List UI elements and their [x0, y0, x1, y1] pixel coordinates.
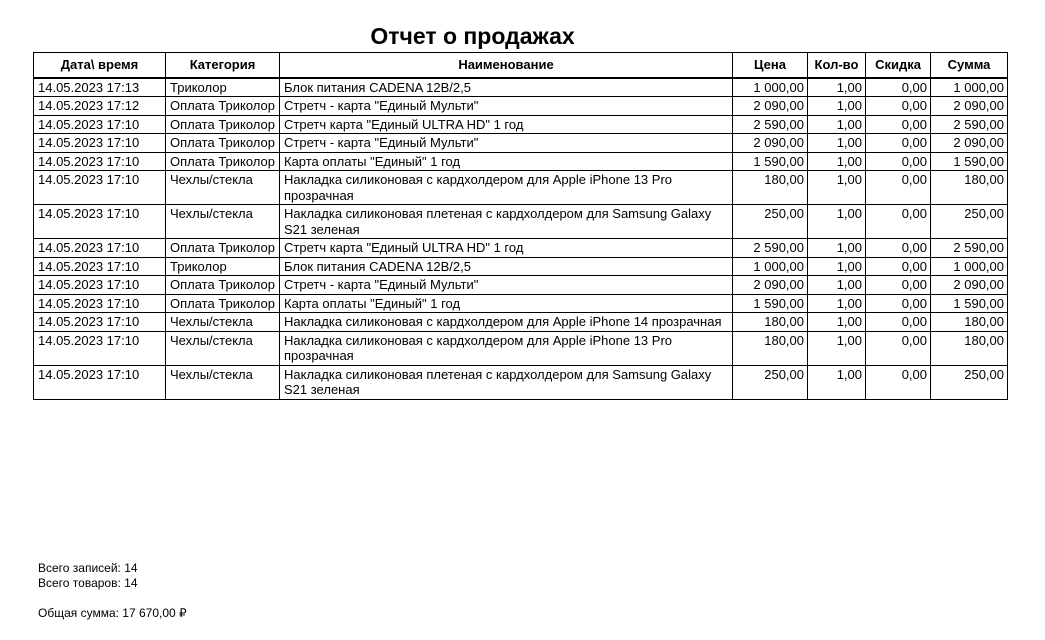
cell-sum: 1 590,00 — [931, 294, 1008, 313]
cell-category: Оплата Триколор — [166, 152, 280, 171]
cell-price: 1 590,00 — [733, 152, 808, 171]
total-records: Всего записей: 14 — [38, 561, 138, 575]
cell-qty: 1,00 — [808, 365, 866, 399]
cell-discount: 0,00 — [866, 134, 931, 153]
col-header-datetime: Дата\ время — [34, 53, 166, 78]
cell-discount: 0,00 — [866, 331, 931, 365]
cell-discount: 0,00 — [866, 365, 931, 399]
cell-name: Карта оплаты "Единый" 1 год — [280, 152, 733, 171]
cell-price: 2 090,00 — [733, 276, 808, 295]
cell-price: 250,00 — [733, 205, 808, 239]
cell-price: 2 590,00 — [733, 239, 808, 258]
cell-datetime: 14.05.2023 17:10 — [34, 257, 166, 276]
col-header-sum: Сумма — [931, 53, 1008, 78]
cell-category: Триколор — [166, 257, 280, 276]
cell-price: 180,00 — [733, 331, 808, 365]
cell-sum: 2 590,00 — [931, 239, 1008, 258]
cell-discount: 0,00 — [866, 276, 931, 295]
cell-discount: 0,00 — [866, 313, 931, 332]
table-row — [34, 365, 1008, 399]
table-row — [34, 97, 1008, 116]
cell-category: Оплата Триколор — [166, 115, 280, 134]
cell-datetime: 14.05.2023 17:10 — [34, 152, 166, 171]
cell-sum: 2 090,00 — [931, 134, 1008, 153]
cell-category: Триколор — [166, 78, 280, 97]
table-row — [34, 205, 1008, 239]
total-sum: Общая сумма: 17 670,00 ₽ — [38, 606, 187, 620]
cell-discount: 0,00 — [866, 239, 931, 258]
cell-qty: 1,00 — [808, 115, 866, 134]
cell-category: Оплата Триколор — [166, 134, 280, 153]
cell-datetime: 14.05.2023 17:12 — [34, 97, 166, 116]
cell-name: Накладка силиконовая плетеная с кардхолдером для Samsung Galaxy S21 зеленая — [280, 365, 733, 399]
cell-category: Оплата Триколор — [166, 276, 280, 295]
table-row — [34, 134, 1008, 153]
cell-qty: 1,00 — [808, 313, 866, 332]
cell-datetime: 14.05.2023 17:10 — [34, 239, 166, 258]
cell-price: 2 090,00 — [733, 134, 808, 153]
cell-datetime: 14.05.2023 17:10 — [34, 134, 166, 153]
cell-name: Карта оплаты "Единый" 1 год — [280, 294, 733, 313]
cell-qty: 1,00 — [808, 78, 866, 97]
table-row — [34, 257, 1008, 276]
table-row — [34, 313, 1008, 332]
cell-name: Накладка силиконовая с кардхолдером для Apple iPhone 13 Pro прозрачная — [280, 331, 733, 365]
cell-category: Оплата Триколор — [166, 97, 280, 116]
cell-datetime: 14.05.2023 17:10 — [34, 331, 166, 365]
cell-discount: 0,00 — [866, 294, 931, 313]
cell-discount: 0,00 — [866, 115, 931, 134]
cell-name: Стретч - карта "Единый Мульти" — [280, 97, 733, 116]
cell-price: 2 090,00 — [733, 97, 808, 116]
cell-price: 1 000,00 — [733, 78, 808, 97]
cell-datetime: 14.05.2023 17:10 — [34, 171, 166, 205]
cell-qty: 1,00 — [808, 257, 866, 276]
table-body — [34, 78, 1008, 400]
cell-discount: 0,00 — [866, 205, 931, 239]
table-row — [34, 331, 1008, 365]
total-items: Всего товаров: 14 — [38, 576, 138, 590]
cell-qty: 1,00 — [808, 171, 866, 205]
cell-qty: 1,00 — [808, 152, 866, 171]
cell-discount: 0,00 — [866, 152, 931, 171]
cell-sum: 180,00 — [931, 171, 1008, 205]
cell-price: 180,00 — [733, 313, 808, 332]
cell-qty: 1,00 — [808, 97, 866, 116]
table-row — [34, 294, 1008, 313]
cell-price: 1 000,00 — [733, 257, 808, 276]
table-row — [34, 239, 1008, 258]
cell-name: Накладка силиконовая плетеная с кардхолдером для Samsung Galaxy S21 зеленая — [280, 205, 733, 239]
table-row — [34, 78, 1008, 97]
col-header-category: Категория — [166, 53, 280, 78]
cell-sum: 1 590,00 — [931, 152, 1008, 171]
cell-sum: 250,00 — [931, 365, 1008, 399]
cell-name: Стретч - карта "Единый Мульти" — [280, 276, 733, 295]
cell-name: Накладка силиконовая с кардхолдером для Apple iPhone 13 Pro прозрачная — [280, 171, 733, 205]
cell-category: Чехлы/стекла — [166, 313, 280, 332]
report-summary — [38, 561, 187, 621]
cell-discount: 0,00 — [866, 97, 931, 116]
cell-qty: 1,00 — [808, 294, 866, 313]
cell-sum: 2 090,00 — [931, 97, 1008, 116]
cell-category: Оплата Триколор — [166, 239, 280, 258]
cell-name: Блок питания CADENA 12В/2,5 — [280, 257, 733, 276]
col-header-qty: Кол-во — [808, 53, 866, 78]
cell-category: Чехлы/стекла — [166, 171, 280, 205]
cell-discount: 0,00 — [866, 78, 931, 97]
cell-sum: 2 090,00 — [931, 276, 1008, 295]
cell-datetime: 14.05.2023 17:10 — [34, 313, 166, 332]
report-title-text: Отчет о продажах — [370, 23, 575, 49]
summary-spacer — [38, 591, 187, 606]
cell-qty: 1,00 — [808, 331, 866, 365]
cell-qty: 1,00 — [808, 276, 866, 295]
cell-datetime: 14.05.2023 17:13 — [34, 78, 166, 97]
cell-discount: 0,00 — [866, 171, 931, 205]
cell-category: Чехлы/стекла — [166, 365, 280, 399]
cell-name: Накладка силиконовая с кардхолдером для Apple iPhone 14 прозрачная — [280, 313, 733, 332]
cell-name: Стретч - карта "Единый Мульти" — [280, 134, 733, 153]
cell-datetime: 14.05.2023 17:10 — [34, 115, 166, 134]
col-header-name: Наименование — [280, 53, 733, 78]
cell-price: 180,00 — [733, 171, 808, 205]
cell-price: 1 590,00 — [733, 294, 808, 313]
report-title — [0, 22, 945, 50]
col-header-price: Цена — [733, 53, 808, 78]
cell-category: Чехлы/стекла — [166, 331, 280, 365]
table-row — [34, 152, 1008, 171]
cell-sum: 250,00 — [931, 205, 1008, 239]
cell-datetime: 14.05.2023 17:10 — [34, 365, 166, 399]
cell-category: Оплата Триколор — [166, 294, 280, 313]
cell-sum: 180,00 — [931, 331, 1008, 365]
cell-name: Стретч карта "Единый ULTRA HD" 1 год — [280, 115, 733, 134]
cell-qty: 1,00 — [808, 134, 866, 153]
cell-sum: 1 000,00 — [931, 78, 1008, 97]
cell-name: Блок питания CADENA 12В/2,5 — [280, 78, 733, 97]
sales-report-table — [33, 52, 1008, 400]
cell-qty: 1,00 — [808, 239, 866, 258]
cell-datetime: 14.05.2023 17:10 — [34, 294, 166, 313]
cell-sum: 180,00 — [931, 313, 1008, 332]
col-header-discount: Скидка — [866, 53, 931, 78]
cell-datetime: 14.05.2023 17:10 — [34, 205, 166, 239]
cell-datetime: 14.05.2023 17:10 — [34, 276, 166, 295]
cell-sum: 1 000,00 — [931, 257, 1008, 276]
cell-price: 250,00 — [733, 365, 808, 399]
cell-sum: 2 590,00 — [931, 115, 1008, 134]
table-row — [34, 115, 1008, 134]
table-row — [34, 171, 1008, 205]
cell-qty: 1,00 — [808, 205, 866, 239]
cell-category: Чехлы/стекла — [166, 205, 280, 239]
cell-name: Стретч карта "Единый ULTRA HD" 1 год — [280, 239, 733, 258]
cell-discount: 0,00 — [866, 257, 931, 276]
cell-price: 2 590,00 — [733, 115, 808, 134]
table-row — [34, 276, 1008, 295]
table-header-row — [34, 53, 1008, 78]
